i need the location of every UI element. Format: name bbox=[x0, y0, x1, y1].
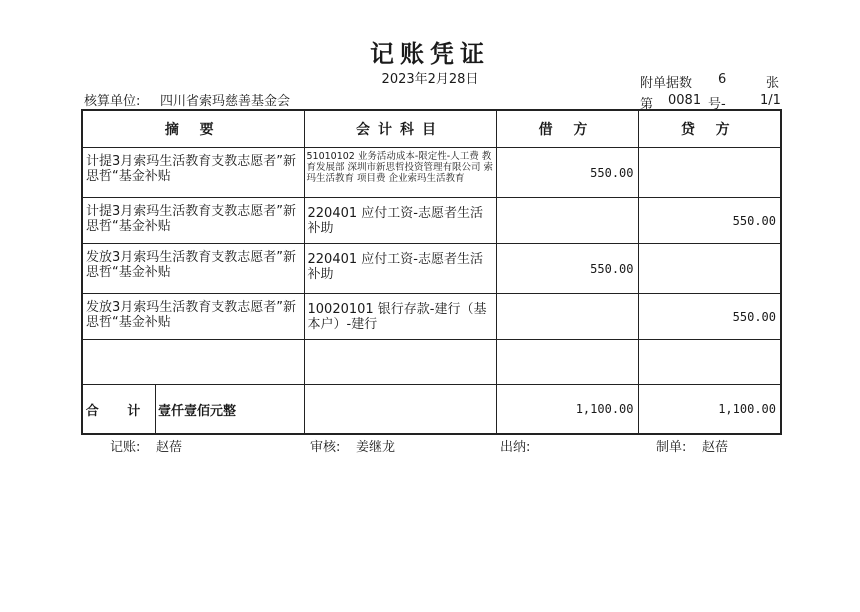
empty-cell bbox=[496, 340, 638, 385]
table-row bbox=[82, 244, 781, 294]
table-row bbox=[82, 294, 781, 340]
row-account: 51010102 业务活动成本-限定性-人工费 教育发展部 深圳市新思哲投资管理有限公司 索玛生活教育 项目费 企业索玛生活教育 bbox=[304, 148, 496, 198]
cashier-label: 出纳: bbox=[500, 440, 531, 455]
total-words: 壹仟壹佰元整 bbox=[158, 403, 237, 419]
empty-cell bbox=[638, 340, 781, 385]
row-summary: 发放3月索玛生活教育支教志愿者”新思哲“基金补贴 bbox=[82, 294, 304, 340]
row-account: 10020101 银行存款-建行（基本户）-建行 bbox=[304, 294, 496, 340]
total-cell bbox=[82, 385, 304, 435]
row-debit bbox=[496, 294, 638, 340]
preparer-label: 制单: bbox=[656, 440, 687, 455]
row-summary: 计提3月索玛生活教育支教志愿者”新思哲“基金补贴 bbox=[82, 148, 304, 198]
row-credit: 550.00 bbox=[638, 198, 781, 244]
header-summary: 摘 要 bbox=[82, 110, 304, 148]
row-account: 220401 应付工资-志愿者生活补助 bbox=[304, 244, 496, 294]
header-debit: 借 方 bbox=[496, 110, 638, 148]
attachments-unit: 张 bbox=[766, 76, 780, 91]
total-account-cell bbox=[304, 385, 496, 435]
total-credit: 1,100.00 bbox=[638, 385, 781, 435]
unit-name: 四川省索玛慈善基金会 bbox=[160, 94, 291, 109]
empty-cell bbox=[304, 340, 496, 385]
total-debit: 1,100.00 bbox=[496, 385, 638, 435]
attachments-count: 6 bbox=[718, 72, 727, 87]
row-summary: 发放3月索玛生活教育支教志愿者”新思哲“基金补贴 bbox=[82, 244, 304, 294]
total-row bbox=[82, 385, 781, 435]
voucher-page: 1/1 bbox=[760, 93, 781, 108]
row-debit: 550.00 bbox=[496, 244, 638, 294]
header-credit: 贷 方 bbox=[638, 110, 781, 148]
empty-row bbox=[82, 340, 781, 385]
header-account: 会计科目 bbox=[304, 110, 496, 148]
bookkeeper-name: 赵蓓 bbox=[156, 440, 183, 455]
row-debit: 550.00 bbox=[496, 148, 638, 198]
voucher-no-prefix: 第 bbox=[640, 97, 654, 112]
auditor-name: 姜继龙 bbox=[356, 440, 396, 455]
row-debit bbox=[496, 198, 638, 244]
unit-label: 核算单位: bbox=[84, 94, 141, 109]
total-label: 合 计 bbox=[83, 385, 156, 433]
row-credit bbox=[638, 244, 781, 294]
voucher-no-number: 0081 bbox=[668, 93, 702, 108]
row-credit: 550.00 bbox=[638, 294, 781, 340]
voucher-table bbox=[81, 109, 782, 435]
table-row bbox=[82, 148, 781, 198]
voucher-title: 记账凭证 bbox=[370, 40, 490, 68]
attachments-label: 附单据数 bbox=[640, 76, 693, 91]
voucher-date: 2023年2月28日 bbox=[381, 72, 479, 87]
preparer-name: 赵蓓 bbox=[702, 440, 729, 455]
bookkeeper-label: 记账: bbox=[110, 440, 141, 455]
row-summary: 计提3月索玛生活教育支教志愿者”新思哲“基金补贴 bbox=[82, 198, 304, 244]
empty-cell bbox=[82, 340, 304, 385]
table-row bbox=[82, 198, 781, 244]
auditor-label: 审核: bbox=[310, 440, 341, 455]
header-row bbox=[82, 110, 781, 148]
voucher-no-suffix: 号- bbox=[708, 97, 726, 112]
row-account: 220401 应付工资-志愿者生活补助 bbox=[304, 198, 496, 244]
row-credit bbox=[638, 148, 781, 198]
